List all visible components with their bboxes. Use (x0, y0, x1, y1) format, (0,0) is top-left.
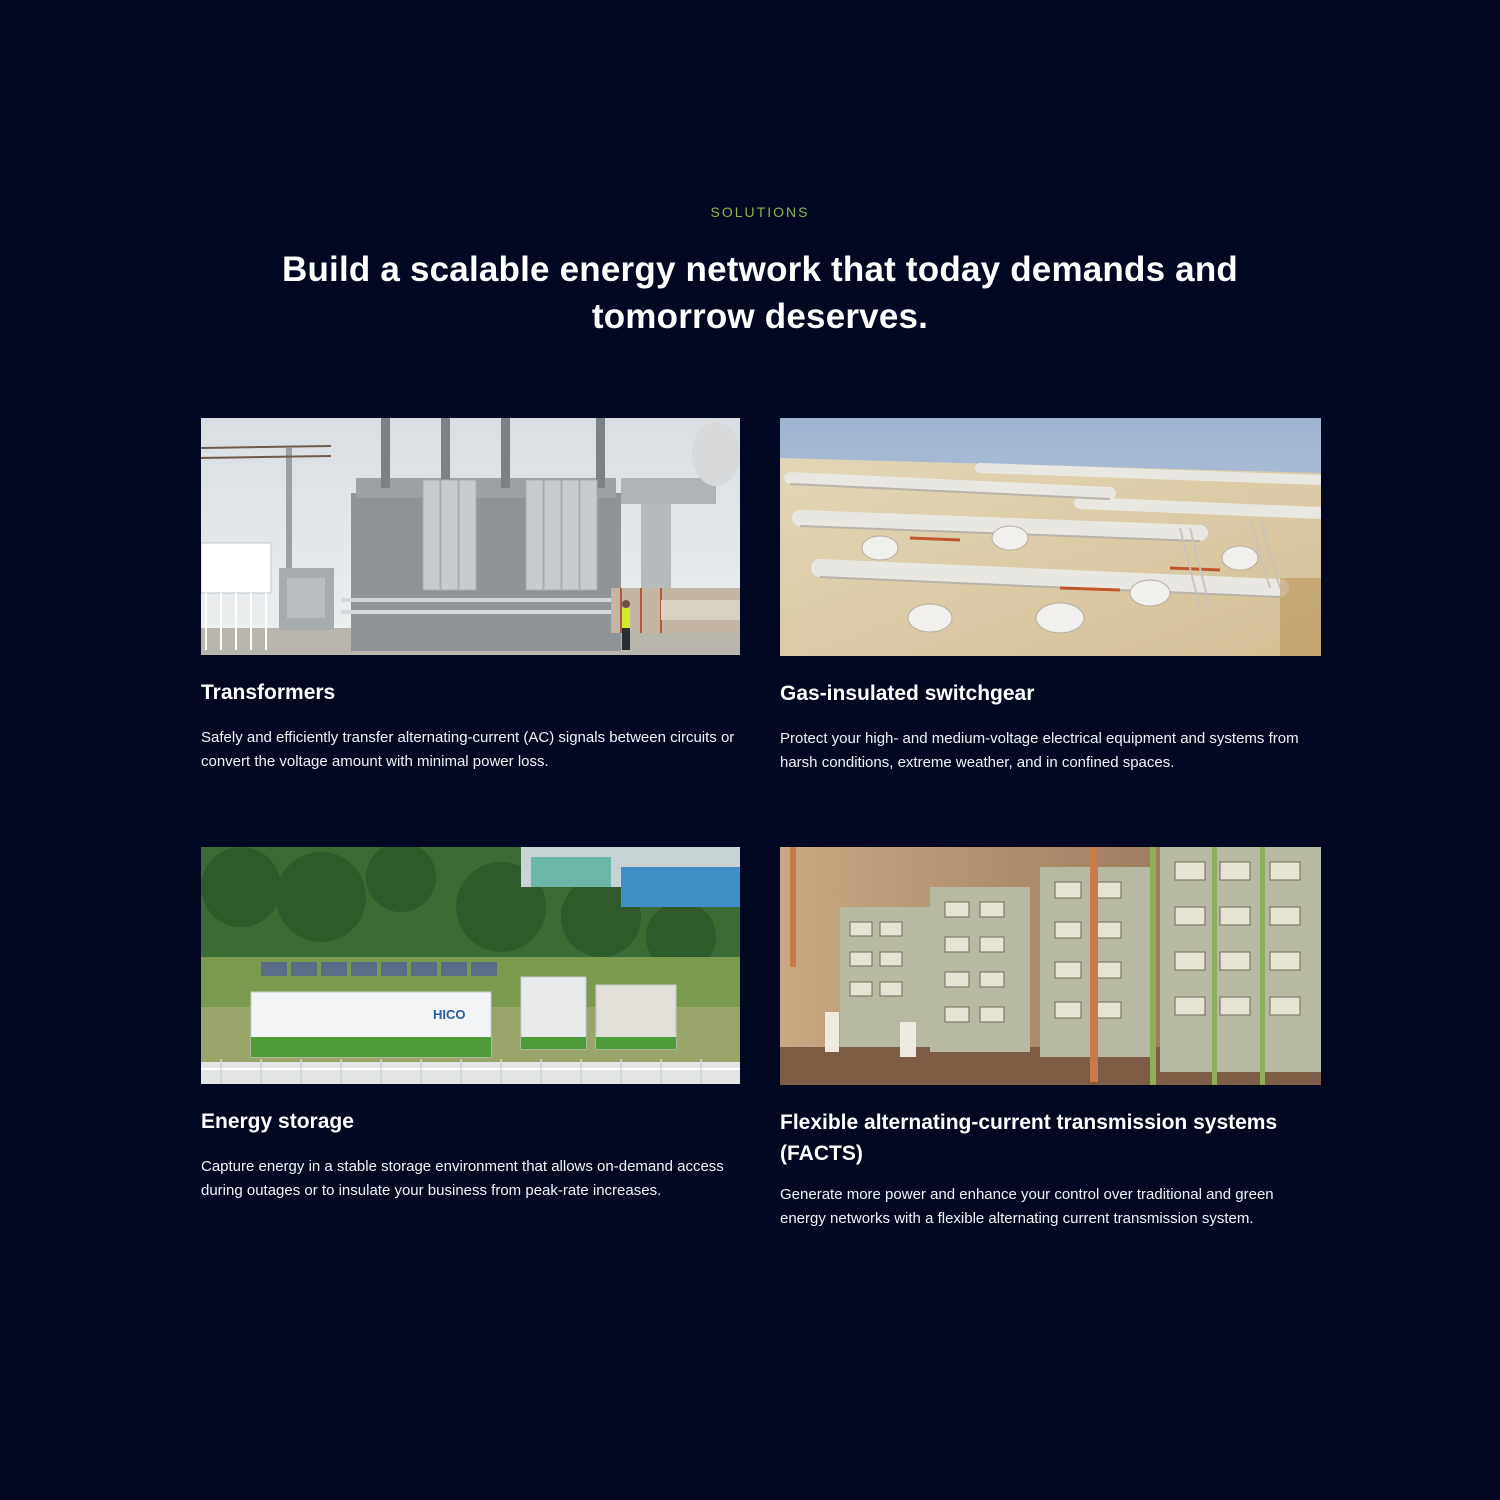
card-description: Safely and efficiently transfer alternating-current (AC) signals between circuits or convert the voltage amount with minimal power loss. (201, 729, 735, 770)
card-title: Transformers (201, 681, 336, 704)
solution-card-facts[interactable] (780, 847, 1321, 1231)
solution-card-transformers[interactable] (201, 418, 742, 774)
card-description: Capture energy in a stable storage environment that allows on-demand access during outages or to insulate your business from peak-rate increases. (201, 1158, 724, 1199)
solution-card-energy-storage[interactable] (201, 847, 742, 1203)
hico-label: HICO (433, 1007, 466, 1022)
transformer-photo (201, 418, 740, 655)
card-description: Generate more power and enhance your control over traditional and green energy networks with a flexible alternating current transmission system. (780, 1186, 1274, 1227)
energy-storage-photo (201, 847, 740, 1084)
section-headline: Build a scalable energy network that today demands and tomorrow deserves. (281, 250, 1239, 336)
card-title: Flexible alternating-current transmission systems (FACTS) (780, 1111, 1278, 1165)
facts-photo (780, 847, 1321, 1085)
card-description: Protect your high- and medium-voltage electrical equipment and systems from harsh conditions, extreme weather, and in confined spaces. (780, 730, 1299, 771)
solution-card-switchgear[interactable] (780, 418, 1321, 775)
solutions-eyebrow: SOLUTIONS (710, 204, 810, 220)
switchgear-photo (780, 418, 1321, 656)
card-title: Energy storage (201, 1110, 354, 1133)
card-title: Gas-insulated switchgear (780, 682, 1035, 705)
